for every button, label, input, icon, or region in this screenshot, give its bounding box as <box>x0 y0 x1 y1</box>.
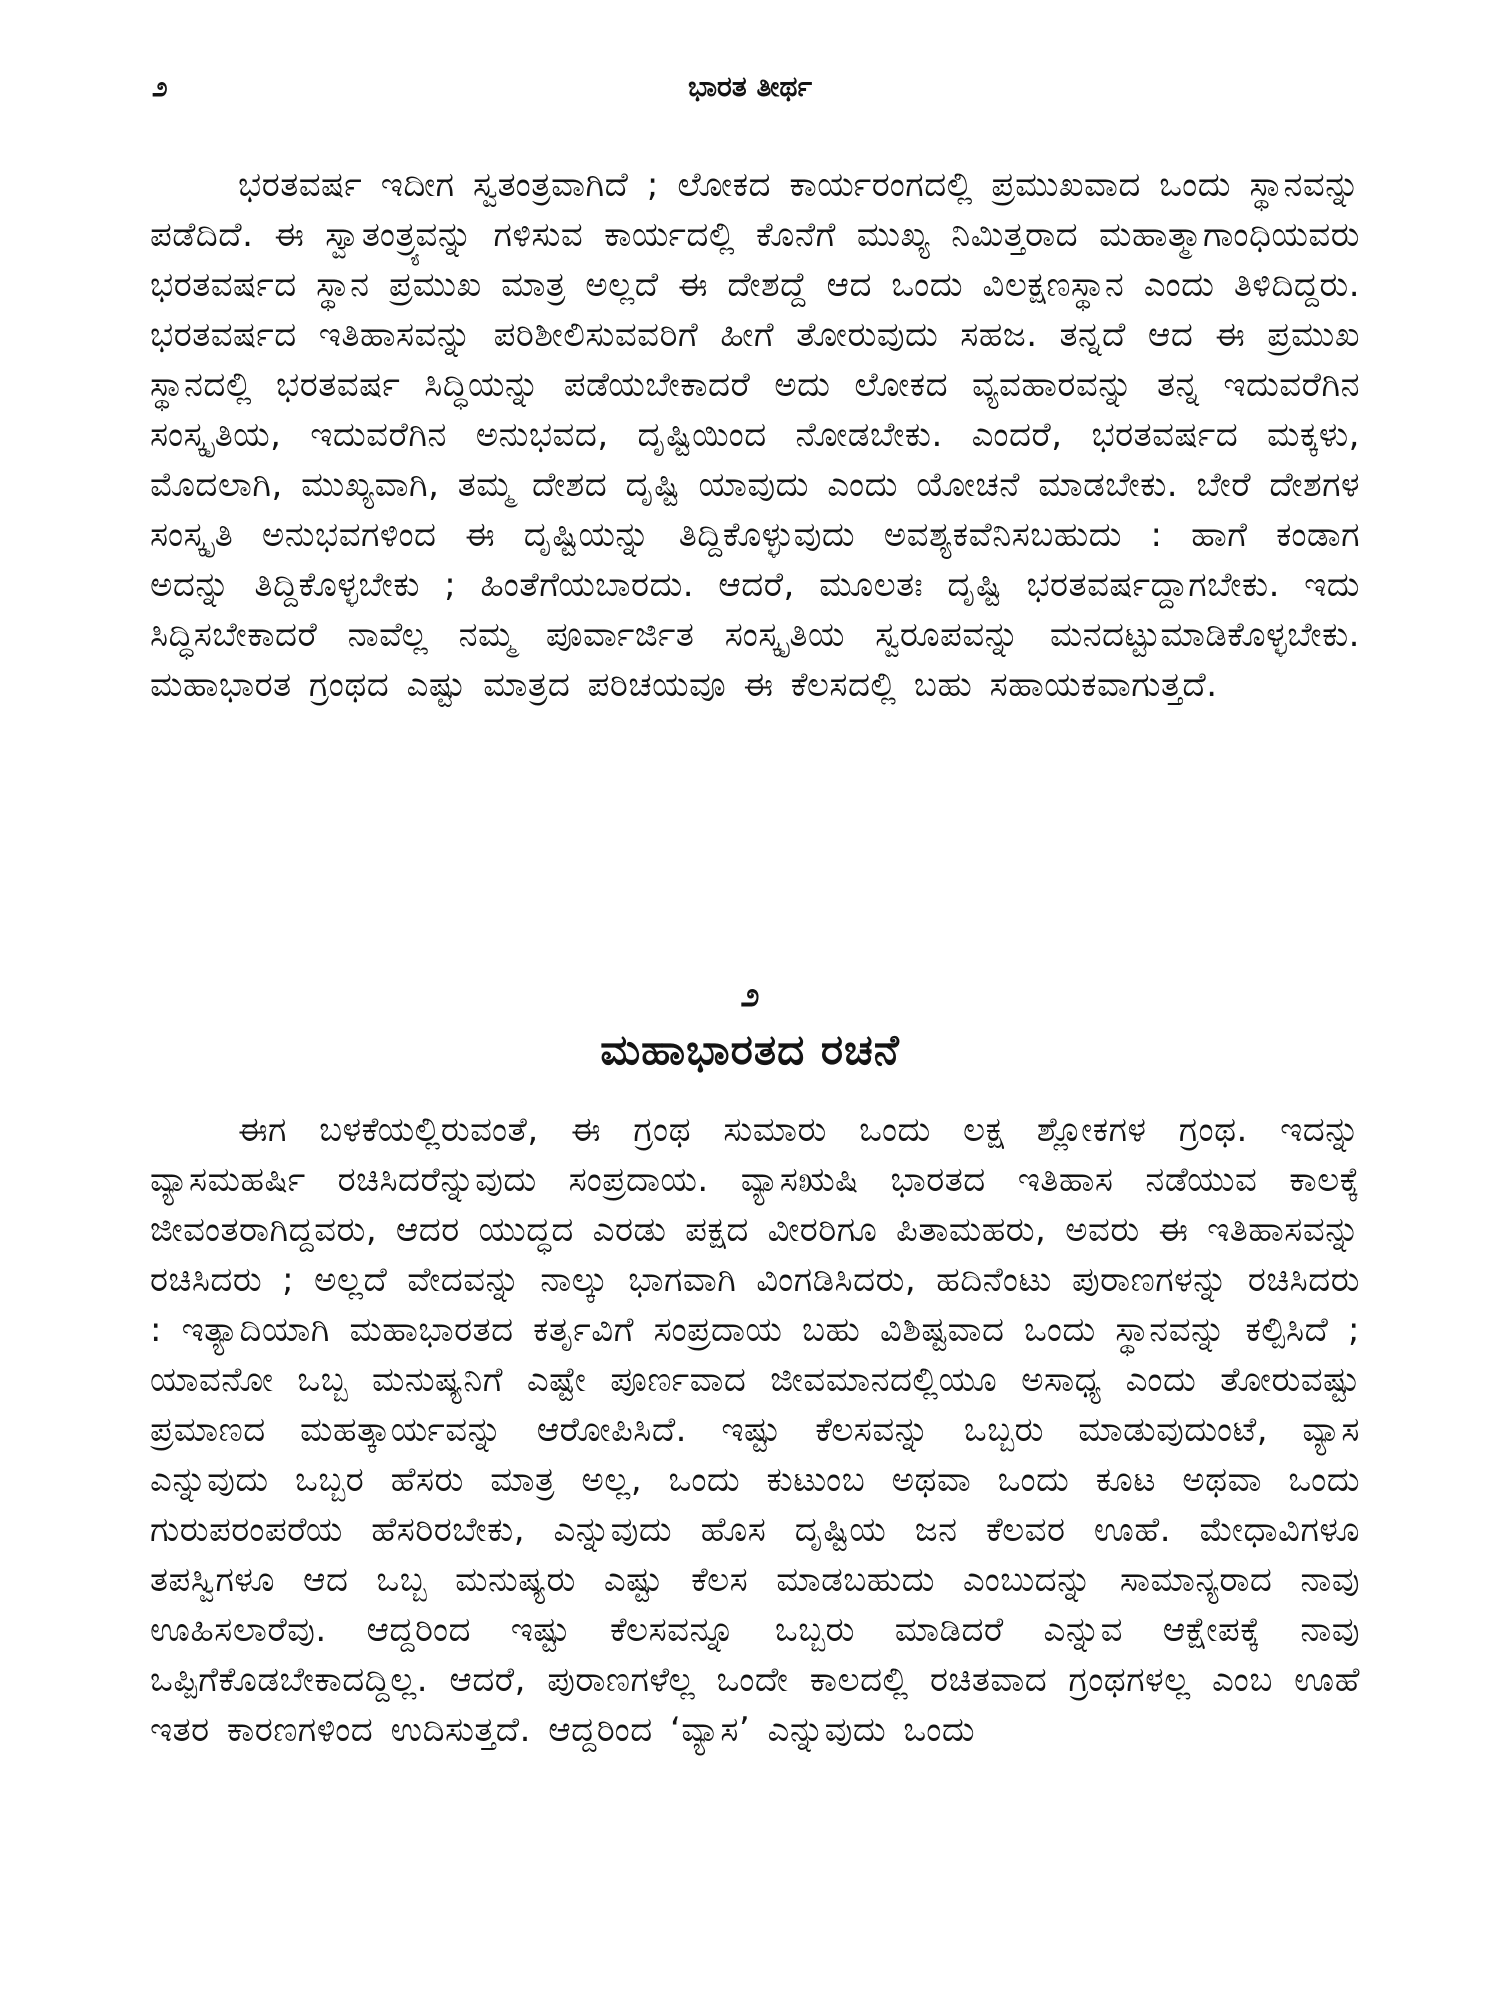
chapter-title: ಮಹಾಭಾರತದ ರಚನೆ <box>600 1025 900 1074</box>
intro-paragraph: ಭರತವರ್ಷ ಇದೀಗ ಸ್ವತಂತ್ರವಾಗಿದೆ ; ಲೋಕದ ಕಾರ್ಯರಂಗದಲ್ಲಿ ಪ್ರಮುಖವಾದ ಒಂದು ಸ್ಥಾನವನ್ನು ಪಡೆದಿದೆ. ಈ ಸ್ವಾತಂತ್ರ್ಯವನ್ನು ಗಳಿಸುವ ಕಾರ್ಯದಲ್ಲಿ ಕೊನೆಗೆ ಮುಖ್ಯ ನಿಮಿತ್ತರಾದ ಮಹಾತ್ಮಾಗಾಂಧಿಯವರು ಭರತವರ್ಷದ ಸ್ಥಾನ ಪ್ರಮುಖ ಮಾತ್ರ ಅಲ್ಲದೆ ಈ ದೇಶದ್ದೆ ಆದ ಒಂದು ವಿಲಕ್ಷಣಸ್ಥಾನ ಎಂದು ತಿಳಿದಿದ್ದರು. ಭರತವರ್ಷದ ಇತಿಹಾಸವನ್ನು ಪರಿಶೀಲಿಸುವವರಿಗೆ ಹೀಗೆ ತೋರುವುದು ಸಹಜ. ತನ್ನದೆ ಆದ ಈ ಪ್ರಮುಖ ಸ್ಥಾನದಲ್ಲಿ ಭರತವರ್ಷ ಸಿದ್ಧಿಯನ್ನು ಪಡೆಯಬೇಕಾದರೆ ಅದು ಲೋಕದ ವ್ಯವಹಾರವನ್ನು ತನ್ನ ಇದುವರೆಗಿನ ಸಂಸ್ಕೃತಿಯ, ಇದುವರೆಗಿನ ಅನುಭವದ, ದೃಷ್ಟಿಯಿಂದ ನೋಡಬೇಕು. ಎಂದರೆ, ಭರತವರ್ಷದ ಮಕ್ಕಳು, ಮೊದಲಾಗಿ, ಮುಖ್ಯವಾಗಿ, ತಮ್ಮ ದೇಶದ ದೃಷ್ಟಿ ಯಾವುದು ಎಂದು ಯೋಚನೆ ಮಾಡಬೇಕು. ಬೇರೆ ದೇಶಗಳ ಸಂಸ್ಕೃತಿ ಅನುಭವಗಳಿಂದ ಈ ದೃಷ್ಟಿಯನ್ನು ತಿದ್ದಿಕೊಳ್ಳುವುದು ಅವಶ್ಯಕವೆನಿಸಬಹುದು : ಹಾಗೆ ಕಂಡಾಗ ಅದನ್ನು ತಿದ್ದಿಕೊಳ್ಳಬೇಕು ; ಹಿಂತೆಗೆಯಬಾರದು. ಆದರೆ, ಮೂಲತಃ ದೃಷ್ಟಿ ಭರತವರ್ಷದ್ದಾಗಬೇಕು. ಇದು ಸಿದ್ಧಿಸಬೇಕಾದರೆ ನಾವೆಲ್ಲ ನಮ್ಮ ಪೂರ್ವಾರ್ಜಿತ ಸಂಸ್ಕೃತಿಯ ಸ್ವರೂಪವನ್ನು ಮನದಟ್ಟುಮಾಡಿಕೊಳ್ಳಬೇಕು. ಮಹಾಭಾರತ ಗ್ರಂಥದ ಎಷ್ಟು ಮಾತ್ರದ ಪರಿಚಯವೂ ಈ ಕೆಲಸದಲ್ಲಿ ಬಹು ಸಹಾಯಕವಾಗುತ್ತದೆ. <box>150 165 1360 705</box>
running-header <box>140 70 1360 110</box>
running-title: ಭಾರತ ತೀರ್ಥ <box>688 70 812 103</box>
chapter-number: ೨ <box>740 975 760 1015</box>
chapter-paragraph: ಈಗ ಬಳಕೆಯಲ್ಲಿರುವಂತೆ, ಈ ಗ್ರಂಥ ಸುಮಾರು ಒಂದು ಲಕ್ಷ ಶ್ಲೋಕಗಳ ಗ್ರಂಥ. ಇದನ್ನು ವ್ಯಾಸಮಹರ್ಷಿ ರಚಿಸಿದರೆನ್ನುವುದು ಸಂಪ್ರದಾಯ. ವ್ಯಾಸಋಷಿ ಭಾರತದ ಇತಿಹಾಸ ನಡೆಯುವ ಕಾಲಕ್ಕೆ ಜೀವಂತರಾಗಿದ್ದವರು, ಆದರ ಯುದ್ಧದ ಎರಡು ಪಕ್ಷದ ವೀರರಿಗೂ ಪಿತಾಮಹರು, ಅವರು ಈ ಇತಿಹಾಸವನ್ನು ರಚಿಸಿದರು ; ಅಲ್ಲದೆ ವೇದವನ್ನು ನಾಲ್ಕು ಭಾಗವಾಗಿ ವಿಂಗಡಿಸಿದರು, ಹದಿನೆಂಟು ಪುರಾಣಗಳನ್ನು ರಚಿಸಿದರು : ಇತ್ಯಾದಿಯಾಗಿ ಮಹಾಭಾರತದ ಕರ್ತೃವಿಗೆ ಸಂಪ್ರದಾಯ ಬಹು ವಿಶಿಷ್ಟವಾದ ಒಂದು ಸ್ಥಾನವನ್ನು ಕಲ್ಪಿಸಿದೆ ; ಯಾವನೋ ಒಬ್ಬ ಮನುಷ್ಯನಿಗೆ ಎಷ್ಟೇ ಪೂರ್ಣವಾದ ಜೀವಮಾನದಲ್ಲಿಯೂ ಅಸಾಧ್ಯ ಎಂದು ತೋರುವಷ್ಟು ಪ್ರಮಾಣದ ಮಹತ್ಕಾರ್ಯವನ್ನು ಆರೋಪಿಸಿದೆ. ಇಷ್ಟು ಕೆಲಸವನ್ನು ಒಬ್ಬರು ಮಾಡುವುದುಂಟೆ, ವ್ಯಾಸ ಎನ್ನುವುದು ಒಬ್ಬರ ಹೆಸರು ಮಾತ್ರ ಅಲ್ಲ, ಒಂದು ಕುಟುಂಬ ಅಥವಾ ಒಂದು ಕೂಟ ಅಥವಾ ಒಂದು ಗುರುಪರಂಪರೆಯ ಹೆಸರಿರಬೇಕು, ಎನ್ನುವುದು ಹೊಸ ದೃಷ್ಟಿಯ ಜನ ಕೆಲವರ ಊಹೆ. ಮೇಧಾವಿಗಳೂ ತಪಸ್ವಿಗಳೂ ಆದ ಒಬ್ಬ ಮನುಷ್ಯರು ಎಷ್ಟು ಕೆಲಸ ಮಾಡಬಹುದು ಎಂಬುದನ್ನು ಸಾಮಾನ್ಯರಾದ ನಾವು ಊಹಿಸಲಾರೆವು. ಆದ್ದರಿಂದ ಇಷ್ಟು ಕೆಲಸವನ್ನೂ ಒಬ್ಬರು ಮಾಡಿದರೆ ಎನ್ನುವ ಆಕ್ಷೇಪಕ್ಕೆ ನಾವು ಒಪ್ಪಿಗೆಕೊಡಬೇಕಾದದ್ದಿಲ್ಲ. ಆದರೆ, ಪುರಾಣಗಳೆಲ್ಲ ಒಂದೇ ಕಾಲದಲ್ಲಿ ರಚಿತವಾದ ಗ್ರಂಥಗಳಲ್ಲ ಎಂಬ ಊಹೆ ಇತರ ಕಾರಣಗಳಿಂದ ಉದಿಸುತ್ತದೆ. ಆದ್ದರಿಂದ ‘ವ್ಯಾಸ’ ಎನ್ನುವುದು ಒಂದು <box>150 1110 1360 1750</box>
page-number: ೨ <box>152 70 168 103</box>
